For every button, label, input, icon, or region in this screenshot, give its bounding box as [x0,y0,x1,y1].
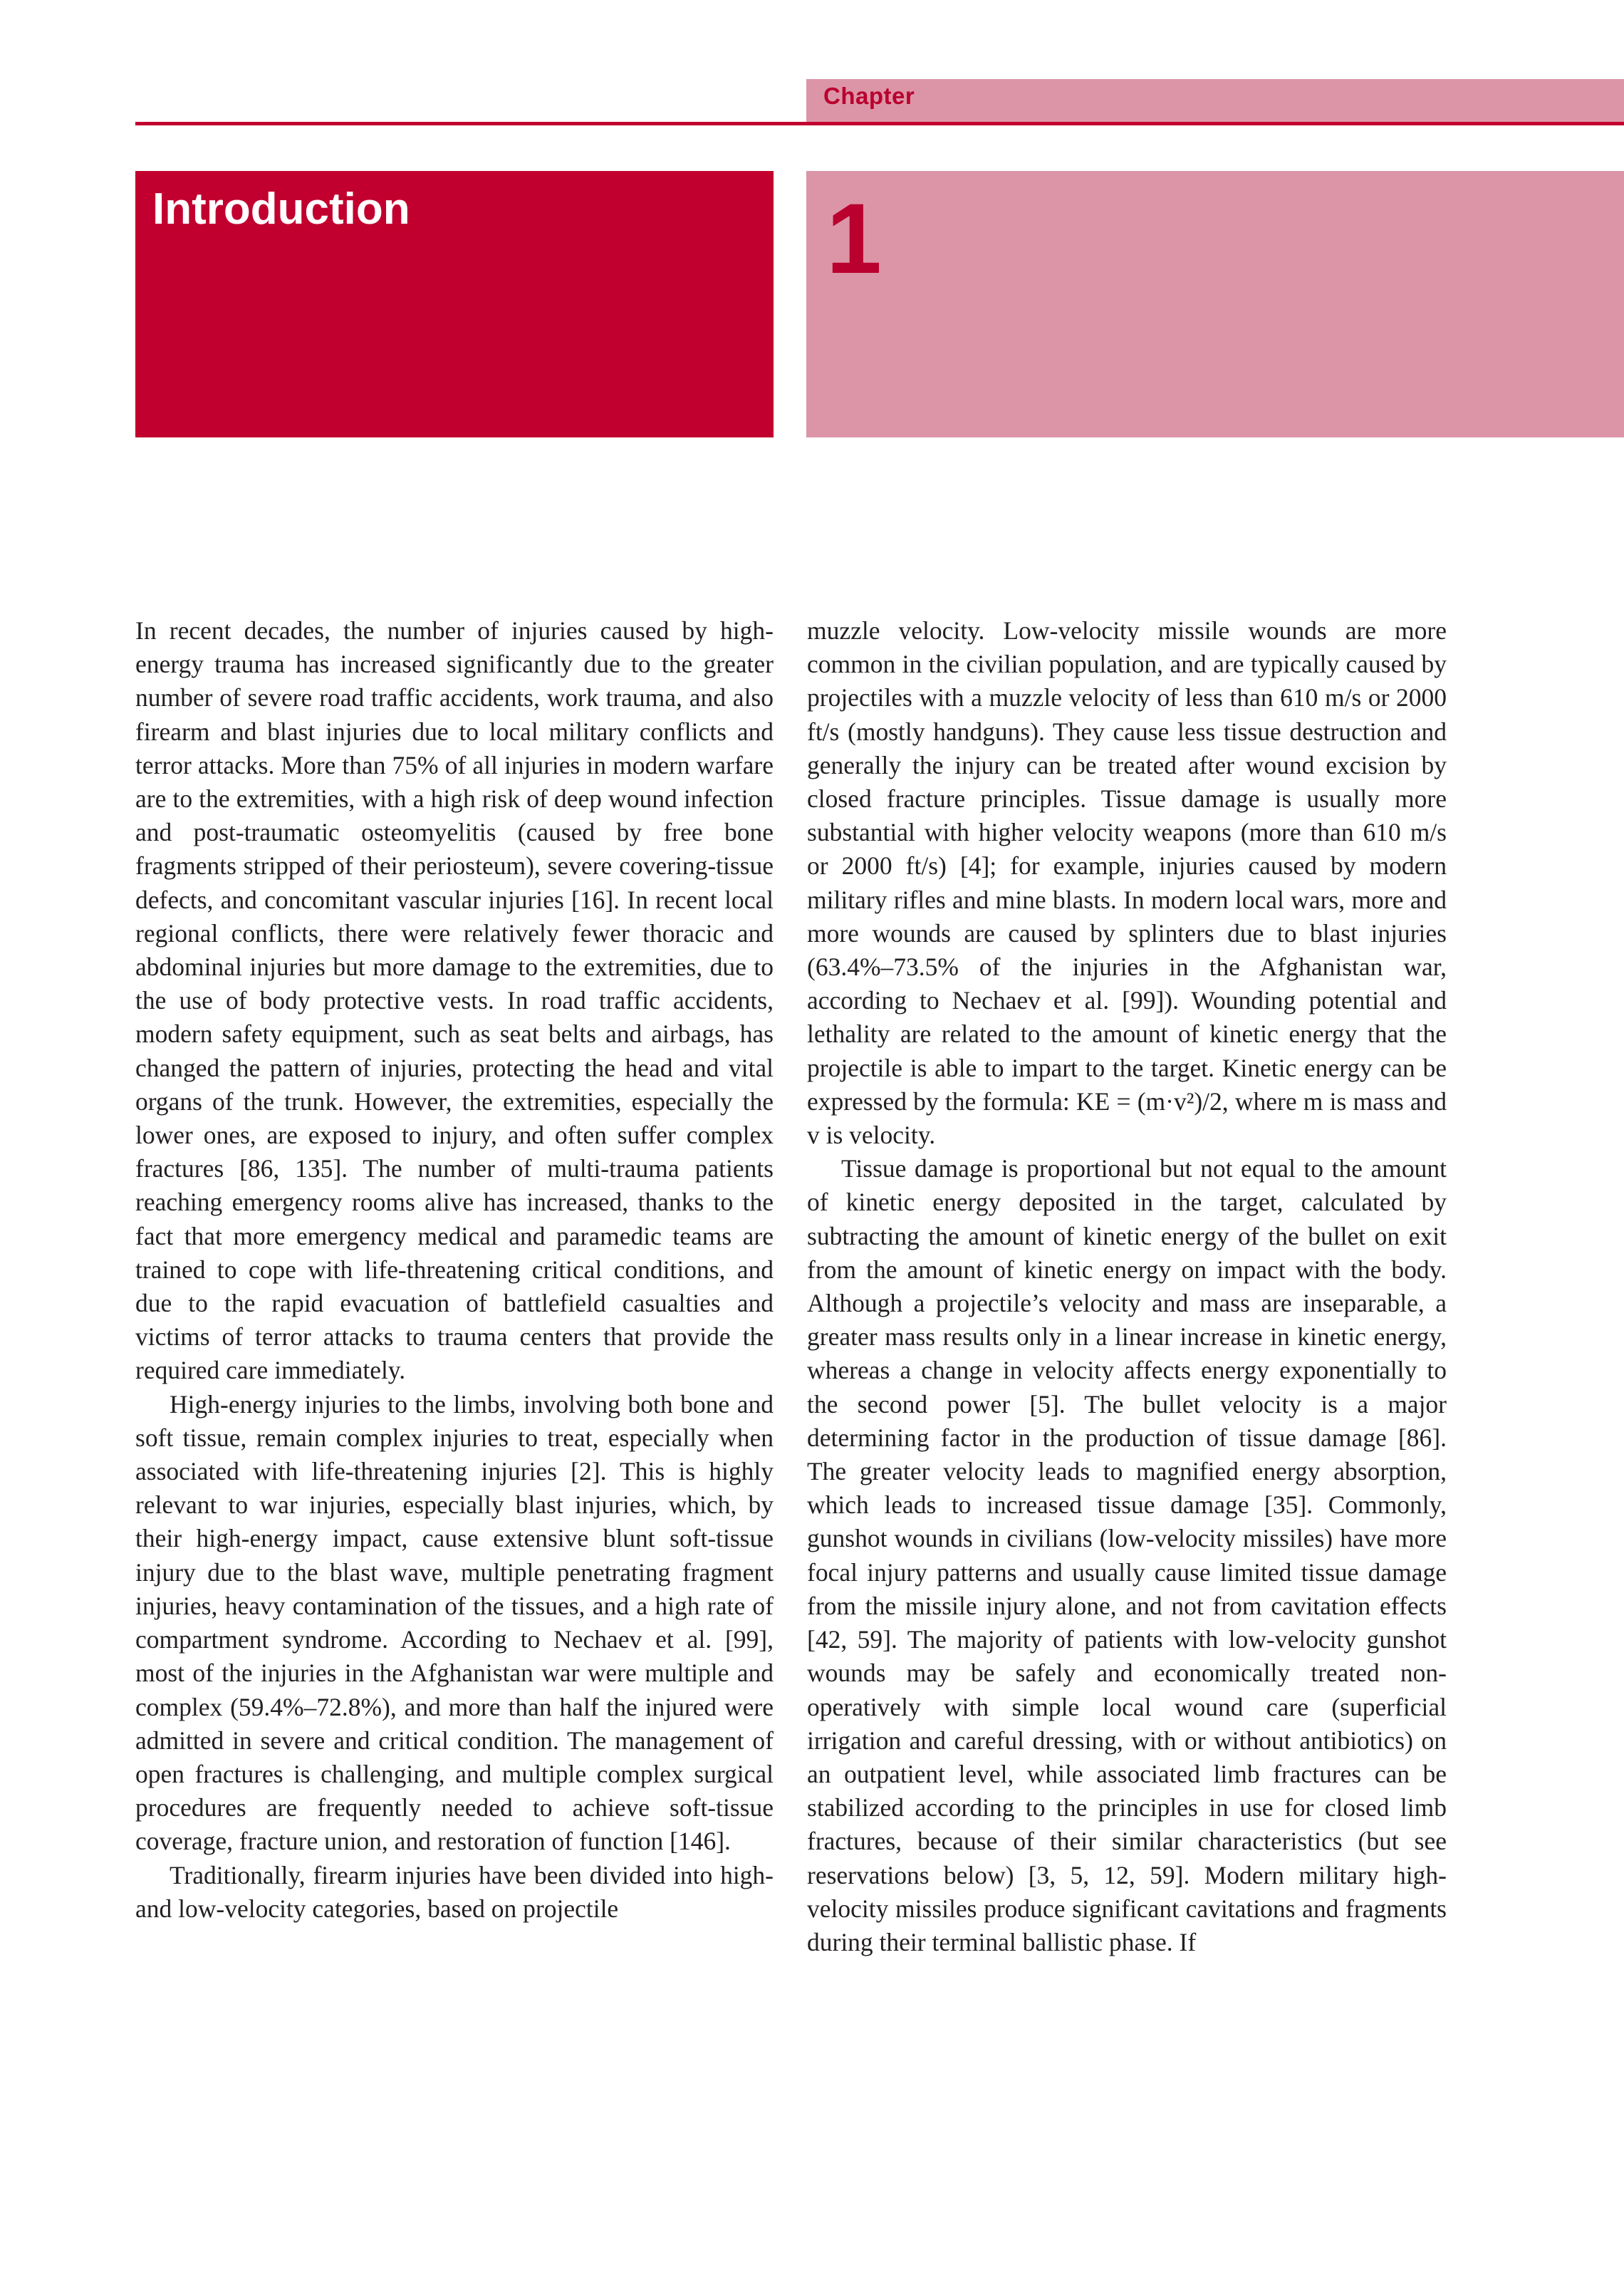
paragraph-intro: In recent decades, the number of injuries caused by high-energy trauma has increased significantly due to the greater number of severe road traffic accidents, work trauma, and also firearm and blast injuries due to local military conflicts and terror attacks. More than 75% of all injuries in modern warfare are to the extremities, with a high risk of deep wound infection and post-traumatic osteomyelitis (caused by free bone fragments stripped of their periosteum), severe covering-tissue defects, and concomitant vascular injuries [16]. In recent local regional conflicts, there were relatively fewer thoracic and abdominal injuries but more damage to the extremities, due to the use of body protective vests. In road traffic accidents, modern safety equipment, such as seat belts and airbags, has changed the pattern of injuries, protecting the head and vital organs of the trunk. However, the extremities, especially the lower ones, are exposed to injury, and often suffer complex fractures [86, 135]. The number of multi-trauma patients reaching emergency rooms alive has increased, thanks to the fact that more emergency medical and paramedic teams are trained to cope with life-threatening critical conditions, and due to the rapid evacuation of battlefield casualties and victims of terror attacks to trauma centers that provide the required care immediately. [135,616,774,1385]
chapter-tab-background [806,79,1624,123]
paragraph-muzzle-velocity: muzzle velocity. Low-velocity missile wounds are more common in the civilian population, and are typically caused by projectiles with a muzzle velocity of less than 610 m/s or 2000 ft/s (mostly handguns). They cause less tissue destruction and generally the injury can be treated after wound excision by closed fracture principles. Tissue damage is usually more substantial with higher velocity weapons (more than 610 m/s or 2000 ft/s) [4]; for example, injuries caused by modern military rifles and mine blasts. In modern local wars, more and more wounds are caused by splinters due to blast injuries (63.4%–73.5% of the injuries in the Afghanistan war, according to Nechaev et al. [99]). Wounding potential and lethality are related to the amount of kinetic energy that the projectile is able to impart to the target. Kinetic energy can be expressed by the formula: KE = (m·v²)/2, where m is mass and v is velocity. [807,616,1447,1150]
right-column [807,614,1447,1959]
chapter-label: Chapter [823,83,915,109]
paragraph-high-energy-injuries: High-energy injuries to the limbs, involving both bone and soft tissue, remain complex injuries to treat, especially when associated with life-threatening injuries [2]. This is highly relevant to war injuries, especially blast injuries, which, by their high-energy impact, cause extensive blunt soft-tissue injury due to the blast wave, multiple penetrating fragment injuries, heavy contamination of the tissues, and a high rate of compartment syndrome. According to Nechaev et al. [99], most of the injuries in the Afghanistan war were multiple and complex (59.4%–72.8%), and more than half the injured were admitted in severe and critical condition. The management of open fractures is challenging, and multiple complex surgical procedures are frequently needed to achieve soft-tissue coverage, fracture union, and restoration of function [146]. [135,1389,774,1856]
chapter-title: Introduction [152,185,410,234]
left-column [135,614,774,1926]
chapter-number-block [806,171,1624,437]
title-block [135,171,774,437]
paragraph-tissue-damage: Tissue damage is proportional but not equal to the amount of kinetic energy deposited in the target, calculated by subtracting the amount of kinetic energy of the bullet on exit from the amount of kinetic energy on impact with the body. Although a projectile’s velocity and mass are inseparable, a greater mass results only in a linear increase in kinetic energy, whereas a change in velocity affects energy exponentially to the second power [5]. The bullet velocity is a major determining factor in the production of tissue damage [86]. The greater velocity leads to magnified energy absorption, which leads to increased tissue damage [35]. Commonly, gunshot wounds in civilians (low-velocity missiles) have more focal injury patterns and usually cause limited tissue damage from the missile injury alone, and not from cavitation effects [42, 59]. The majority of patients with low-velocity gunshot wounds may be safely and economically treated non-operatively with simple local wound care (superficial irrigation and careful dressing, with or without antibiotics) on an outpatient level, while associated limb fractures can be stabilized according to the principles in use for closed limb fractures, because of their similar characteristics (but see reservations below) [3, 5, 12, 59]. Modern military high-velocity missiles produce significant cavitations and fragments during their terminal ballistic phase. If [807,1154,1447,1956]
header-rule [135,122,1624,125]
paragraph-firearm-injuries: Traditionally, firearm injuries have been divided into high- and low-velocity categories, based on projectile [135,1860,774,1923]
chapter-number: 1 [826,182,882,294]
